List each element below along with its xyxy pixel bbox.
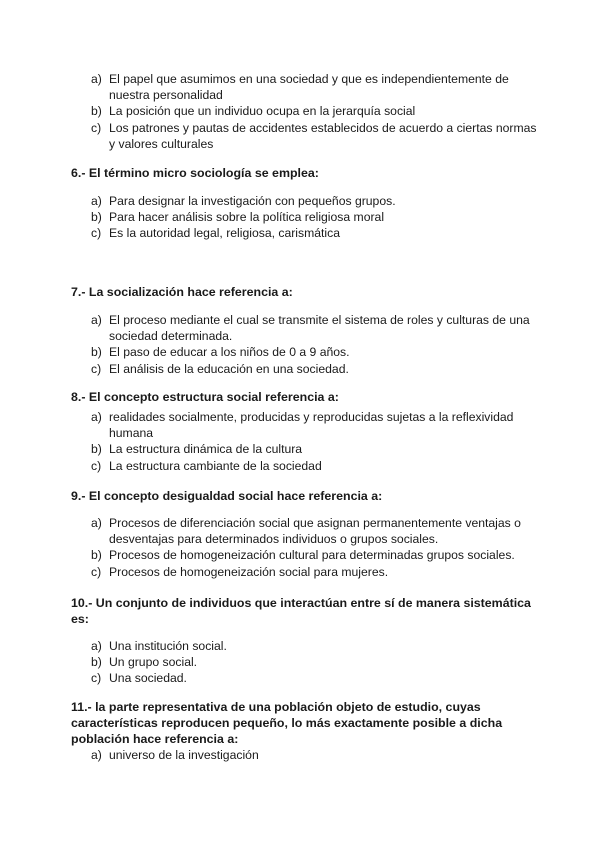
option-text: Una sociedad.: [109, 671, 187, 686]
option-text: El proceso mediante el cual se transmite el sistema de roles y culturas de una sociedad determinada.: [109, 313, 530, 344]
question-heading: 10.- Un conjunto de individuos que interactúan entre sí de manera sistemática es:: [71, 596, 531, 626]
option-text: Para designar la investigación con pequeños grupos.: [109, 194, 396, 208]
option-text: Un grupo social.: [109, 655, 198, 670]
option-letter: b): [91, 548, 102, 563]
option-text: Para hacer análisis sobre la política religiosa moral: [109, 210, 385, 225]
option-letter: c): [91, 671, 102, 686]
option-letter: c): [91, 361, 102, 376]
option-list: [71, 515, 541, 580]
option-letter: c): [91, 226, 102, 241]
option-text: Procesos de homogeneización social para mujeres.: [109, 564, 389, 579]
option-text: El paso de educar a los niños de 0 a 9 años.: [109, 345, 350, 360]
option-letter: b): [91, 442, 102, 457]
option-item: [71, 71, 541, 103]
option-letter: a): [91, 516, 102, 530]
option-item: [71, 103, 541, 119]
option-text: realidades socialmente, producidas y reproducidas sujetas a la reflexividad humana: [109, 410, 514, 441]
option-item: [71, 193, 541, 209]
option-item: [71, 564, 541, 580]
option-text: El papel que asumimos en una sociedad y que es independientemente de nuestra personalidad: [109, 72, 509, 103]
option-list: [71, 71, 541, 152]
option-list: [71, 312, 541, 377]
option-item: [71, 654, 541, 670]
option-letter: b): [91, 655, 102, 670]
option-text: La estructura cambiante de la sociedad: [109, 458, 322, 473]
question-heading: 11.- la parte representativa de una población objeto de estudio, cuyas características reproducen pequeño, lo más exactamente posible a dicha población hace referencia a:: [71, 700, 503, 746]
option-item: [71, 638, 541, 654]
question-heading: 6.- El término micro sociología se emplea:: [71, 166, 319, 180]
option-item: [71, 458, 541, 474]
option-letter: b): [91, 345, 102, 360]
option-letter: c): [91, 120, 102, 135]
option-text: La posición que un individuo ocupa en la jerarquía social: [109, 104, 416, 119]
option-letter: b): [91, 104, 102, 119]
option-text: Procesos de homogeneización cultural para determinadas grupos sociales.: [109, 548, 515, 563]
option-item: [71, 120, 541, 152]
option-letter: a): [91, 313, 102, 327]
option-item: [71, 441, 541, 457]
option-item: [71, 209, 541, 225]
option-letter: a): [91, 410, 102, 424]
option-text: Es la autoridad legal, religiosa, carismática: [109, 226, 340, 241]
option-letter: c): [91, 458, 102, 473]
option-text: universo de la investigación: [109, 748, 259, 762]
option-letter: c): [91, 564, 102, 579]
option-text: Una institución social.: [109, 639, 227, 653]
option-item: [71, 515, 541, 547]
option-item: [71, 344, 541, 360]
option-item: [71, 547, 541, 563]
question-heading: 8.- El concepto estructura social referencia a:: [71, 390, 339, 404]
option-letter: a): [91, 748, 102, 762]
option-letter: b): [91, 210, 102, 225]
option-text: La estructura dinámica de la cultura: [109, 442, 303, 457]
option-text: Procesos de diferenciación social que asignan permanentemente ventajas o desventajas para determinados individuos o grupos sociales.: [109, 516, 521, 547]
option-item: [71, 225, 541, 241]
option-letter: a): [91, 72, 102, 86]
option-item: [71, 312, 541, 344]
option-list: [71, 638, 541, 687]
option-letter: a): [91, 194, 102, 208]
option-item: [71, 409, 541, 441]
question-heading: 9.- El concepto desigualdad social hace referencia a:: [71, 489, 383, 503]
option-letter: a): [91, 639, 102, 653]
option-item: [71, 361, 541, 377]
option-text: Los patrones y pautas de accidentes establecidos de acuerdo a ciertas normas y valores culturales: [109, 120, 537, 151]
option-item: [71, 670, 541, 686]
option-list: [71, 409, 541, 474]
option-item: [71, 747, 541, 763]
option-list: [71, 193, 541, 242]
option-list: [71, 747, 541, 763]
question-heading: 7.- La socialización hace referencia a:: [71, 285, 293, 299]
option-text: El análisis de la educación en una sociedad.: [109, 361, 349, 376]
